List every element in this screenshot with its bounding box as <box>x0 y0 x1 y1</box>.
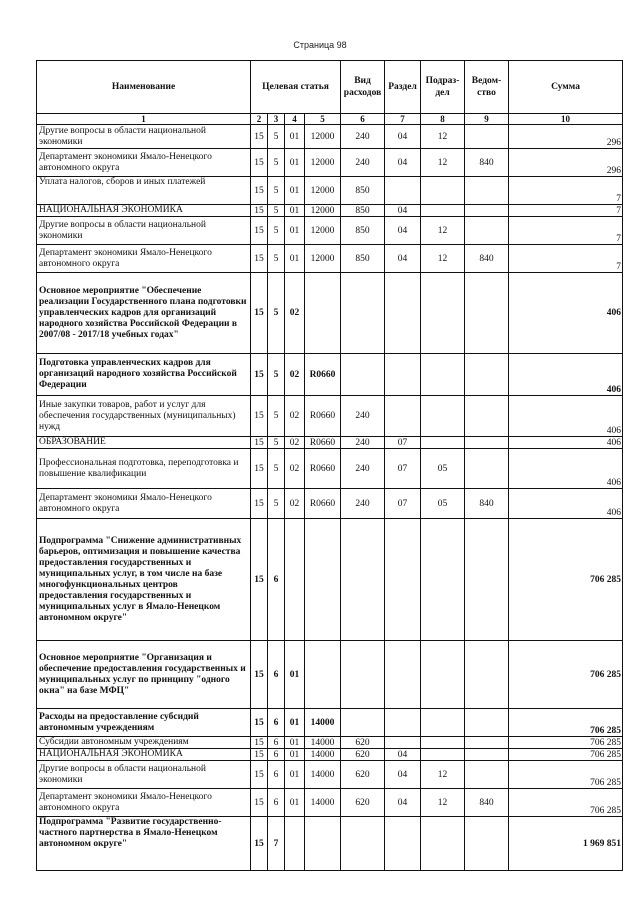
cell-target-event: 01 <box>285 149 305 177</box>
cell-target-direction: R0660 <box>305 354 341 396</box>
col-number: 6 <box>341 114 385 125</box>
header-department: Ведом- ство <box>465 61 509 114</box>
cell-target-program: 15 <box>251 245 268 273</box>
cell-target-direction <box>305 519 341 641</box>
cell-expense-type: 850 <box>341 245 385 273</box>
cell-target-direction: R0660 <box>305 437 341 449</box>
cell-section: 07 <box>385 449 421 489</box>
cell-department <box>465 737 509 749</box>
cell-target-program: 15 <box>251 709 268 737</box>
row-name: Другие вопросы в области национальной экономики <box>37 761 251 789</box>
cell-sum: 406 <box>509 437 623 449</box>
table-row <box>37 489 623 519</box>
page-number-label: Страница 98 <box>293 40 347 50</box>
cell-subsection: 12 <box>421 245 465 273</box>
cell-section: 07 <box>385 489 421 519</box>
table-row <box>37 205 623 217</box>
cell-target-program: 15 <box>251 761 268 789</box>
cell-section <box>385 177 421 205</box>
header-target-article: Целевая статья <box>251 61 341 114</box>
cell-expense-type <box>341 519 385 641</box>
cell-target-subprogram: 6 <box>268 749 285 761</box>
cell-sum: 706 285 <box>509 519 623 641</box>
cell-expense-type <box>341 273 385 354</box>
cell-expense-type: 850 <box>341 177 385 205</box>
cell-sum: 406 <box>509 354 623 396</box>
table-row <box>37 641 623 709</box>
cell-target-event: 02 <box>285 449 305 489</box>
cell-section <box>385 273 421 354</box>
col-number: 3 <box>268 114 285 125</box>
cell-target-event: 01 <box>285 789 305 817</box>
cell-target-direction: 14000 <box>305 789 341 817</box>
cell-target-direction: 12000 <box>305 245 341 273</box>
cell-section <box>385 709 421 737</box>
cell-sum: 296 <box>509 149 623 177</box>
cell-target-event: 01 <box>285 737 305 749</box>
cell-subsection: 12 <box>421 789 465 817</box>
row-name: Другие вопросы в области национальной экономики <box>37 217 251 245</box>
cell-target-direction: 14000 <box>305 749 341 761</box>
cell-department <box>465 709 509 737</box>
cell-target-program: 15 <box>251 737 268 749</box>
cell-target-event: 02 <box>285 437 305 449</box>
cell-target-direction: 14000 <box>305 737 341 749</box>
header-subsection: Подраз- дел <box>421 61 465 114</box>
cell-expense-type <box>341 817 385 871</box>
cell-section: 04 <box>385 761 421 789</box>
cell-expense-type: 850 <box>341 217 385 245</box>
cell-subsection: 05 <box>421 489 465 519</box>
cell-target-subprogram: 5 <box>268 217 285 245</box>
row-name: Департамент экономики Ямало-Ненецкого автономного округа <box>37 149 251 177</box>
cell-subsection <box>421 519 465 641</box>
cell-target-subprogram: 6 <box>268 761 285 789</box>
cell-expense-type: 620 <box>341 737 385 749</box>
cell-target-subprogram: 5 <box>268 489 285 519</box>
cell-expense-type: 240 <box>341 396 385 437</box>
cell-target-subprogram: 5 <box>268 437 285 449</box>
table-header-row <box>37 61 623 114</box>
header-expense-type: Вид расходов <box>341 61 385 114</box>
cell-target-program: 15 <box>251 437 268 449</box>
cell-sum: 406 <box>509 273 623 354</box>
cell-target-event: 01 <box>285 205 305 217</box>
cell-target-program: 15 <box>251 273 268 354</box>
cell-target-event: 01 <box>285 641 305 709</box>
cell-subsection <box>421 396 465 437</box>
cell-expense-type: 240 <box>341 449 385 489</box>
cell-department <box>465 354 509 396</box>
table-row <box>37 737 623 749</box>
col-number: 2 <box>251 114 268 125</box>
table-row <box>37 273 623 354</box>
cell-section <box>385 354 421 396</box>
cell-department: 840 <box>465 489 509 519</box>
table-row <box>37 709 623 737</box>
cell-target-event: 02 <box>285 396 305 437</box>
cell-target-subprogram: 6 <box>268 709 285 737</box>
table-row <box>37 177 623 205</box>
cell-target-subprogram: 6 <box>268 519 285 641</box>
cell-target-program: 15 <box>251 177 268 205</box>
cell-target-program: 15 <box>251 519 268 641</box>
cell-section: 04 <box>385 749 421 761</box>
row-name: Подпрограмма "Снижение административных барьеров, оптимизация и повышение качества предоставления государственных и муниципальных услуг, в том числе на базе многофункциональных центров предоставления государственных и муниципальных услуг в Ямало-Ненецком автономном округе" <box>37 519 251 641</box>
cell-sum: 406 <box>509 396 623 437</box>
table-row <box>37 149 623 177</box>
cell-department <box>465 273 509 354</box>
cell-department <box>465 217 509 245</box>
cell-target-event: 02 <box>285 273 305 354</box>
row-name: Департамент экономики Ямало-Ненецкого автономного округа <box>37 789 251 817</box>
cell-target-direction: 12000 <box>305 149 341 177</box>
row-name: Департамент экономики Ямало-Ненецкого автономного округа <box>37 245 251 273</box>
table-row <box>37 749 623 761</box>
col-number: 8 <box>421 114 465 125</box>
cell-target-direction: R0660 <box>305 489 341 519</box>
cell-target-program: 15 <box>251 489 268 519</box>
cell-subsection: 12 <box>421 149 465 177</box>
cell-target-event: 01 <box>285 217 305 245</box>
cell-subsection: 12 <box>421 761 465 789</box>
row-name: Расходы на предоставление субсидий автономным учреждениям <box>37 709 251 737</box>
cell-subsection: 05 <box>421 449 465 489</box>
cell-subsection <box>421 273 465 354</box>
header-sum: Сумма <box>509 61 623 114</box>
cell-department: 840 <box>465 149 509 177</box>
cell-target-event <box>285 519 305 641</box>
cell-subsection <box>421 437 465 449</box>
cell-target-program: 15 <box>251 354 268 396</box>
cell-target-program: 15 <box>251 449 268 489</box>
cell-expense-type: 240 <box>341 149 385 177</box>
table-row <box>37 396 623 437</box>
cell-target-subprogram: 7 <box>268 817 285 871</box>
cell-department <box>465 817 509 871</box>
cell-expense-type: 240 <box>341 125 385 149</box>
cell-expense-type <box>341 641 385 709</box>
cell-department: 840 <box>465 789 509 817</box>
cell-target-event <box>285 817 305 871</box>
cell-target-subprogram: 5 <box>268 205 285 217</box>
cell-target-event: 02 <box>285 354 305 396</box>
cell-target-subprogram: 5 <box>268 149 285 177</box>
cell-sum: 7 <box>509 245 623 273</box>
cell-target-event: 01 <box>285 749 305 761</box>
cell-expense-type <box>341 354 385 396</box>
cell-subsection <box>421 354 465 396</box>
cell-sum: 296 <box>509 125 623 149</box>
table-row <box>37 217 623 245</box>
cell-target-subprogram: 6 <box>268 789 285 817</box>
cell-sum: 706 285 <box>509 761 623 789</box>
cell-target-subprogram: 5 <box>268 449 285 489</box>
cell-expense-type: 620 <box>341 749 385 761</box>
cell-sum: 706 285 <box>509 749 623 761</box>
cell-target-program: 15 <box>251 217 268 245</box>
cell-expense-type: 850 <box>341 205 385 217</box>
row-name: Профессиональная подготовка, переподготовка и повышение квалификации <box>37 449 251 489</box>
cell-section <box>385 641 421 709</box>
cell-expense-type: 240 <box>341 489 385 519</box>
cell-department <box>465 205 509 217</box>
cell-target-direction: 14000 <box>305 709 341 737</box>
cell-target-event: 01 <box>285 245 305 273</box>
cell-target-direction: R0660 <box>305 449 341 489</box>
cell-sum: 706 285 <box>509 789 623 817</box>
cell-target-subprogram: 6 <box>268 641 285 709</box>
cell-department <box>465 519 509 641</box>
cell-target-subprogram: 5 <box>268 354 285 396</box>
cell-subsection <box>421 749 465 761</box>
table-row <box>37 125 623 149</box>
cell-department <box>465 437 509 449</box>
cell-target-direction: R0660 <box>305 396 341 437</box>
row-name: НАЦИОНАЛЬНАЯ ЭКОНОМИКА <box>37 749 251 761</box>
cell-subsection: 12 <box>421 125 465 149</box>
cell-department <box>465 177 509 205</box>
budget-table <box>36 60 623 871</box>
cell-sum: 7 <box>509 177 623 205</box>
row-name: Подготовка управленческих кадров для организаций народного хозяйства Российской Федерации <box>37 354 251 396</box>
cell-target-program: 15 <box>251 749 268 761</box>
cell-target-event: 01 <box>285 709 305 737</box>
cell-target-direction: 14000 <box>305 761 341 789</box>
header-section: Раздел <box>385 61 421 114</box>
cell-target-direction <box>305 641 341 709</box>
cell-subsection <box>421 709 465 737</box>
row-name: Основное мероприятие "Организация и обеспечение предоставления государственных и муниципальных услуг по принципу "одного окна" на базе МФЦ" <box>37 641 251 709</box>
cell-section: 04 <box>385 789 421 817</box>
cell-department <box>465 449 509 489</box>
cell-expense-type <box>341 709 385 737</box>
cell-sum: 406 <box>509 449 623 489</box>
table-row <box>37 789 623 817</box>
table-row <box>37 354 623 396</box>
col-number: 4 <box>285 114 305 125</box>
row-name: ОБРАЗОВАНИЕ <box>37 437 251 449</box>
row-name: Иные закупки товаров, работ и услуг для обеспечения государственных (муниципальных) нужд <box>37 396 251 437</box>
cell-section <box>385 817 421 871</box>
cell-target-event: 02 <box>285 489 305 519</box>
cell-target-subprogram: 5 <box>268 245 285 273</box>
cell-sum: 706 285 <box>509 641 623 709</box>
cell-expense-type: 620 <box>341 789 385 817</box>
cell-sum: 706 285 <box>509 709 623 737</box>
table-row <box>37 761 623 789</box>
cell-section: 04 <box>385 205 421 217</box>
cell-target-program: 15 <box>251 789 268 817</box>
cell-target-subprogram: 6 <box>268 737 285 749</box>
table-row <box>37 245 623 273</box>
col-number: 10 <box>509 114 623 125</box>
cell-target-event: 01 <box>285 761 305 789</box>
table-row <box>37 519 623 641</box>
cell-sum: 706 285 <box>509 737 623 749</box>
cell-sum: 7 <box>509 205 623 217</box>
row-name: Основное мероприятие "Обеспечение реализации Государственного плана подготовки управленческих кадров для организаций народного хозяйства Российской Федерации в 2007/08 - 2017/18 учебных годах" <box>37 273 251 354</box>
cell-target-direction: 12000 <box>305 125 341 149</box>
header-name: Наименование <box>37 61 251 114</box>
cell-section: 04 <box>385 125 421 149</box>
row-name: Субсидии автономным учреждениям <box>37 737 251 749</box>
cell-target-subprogram: 5 <box>268 396 285 437</box>
col-number: 7 <box>385 114 421 125</box>
cell-sum: 406 <box>509 489 623 519</box>
cell-expense-type: 620 <box>341 761 385 789</box>
cell-department <box>465 641 509 709</box>
row-name: Уплата налогов, сборов и иных платежей <box>37 177 251 205</box>
row-name: НАЦИОНАЛЬНАЯ ЭКОНОМИКА <box>37 205 251 217</box>
cell-target-program: 15 <box>251 817 268 871</box>
cell-section: 04 <box>385 217 421 245</box>
cell-target-event: 01 <box>285 177 305 205</box>
cell-section <box>385 737 421 749</box>
cell-department: 840 <box>465 245 509 273</box>
cell-subsection <box>421 737 465 749</box>
cell-subsection <box>421 641 465 709</box>
cell-target-direction: 12000 <box>305 177 341 205</box>
cell-sum: 1 969 851 <box>509 817 623 871</box>
cell-target-subprogram: 5 <box>268 177 285 205</box>
table-row <box>37 437 623 449</box>
cell-subsection <box>421 817 465 871</box>
cell-department <box>465 761 509 789</box>
cell-target-program: 15 <box>251 205 268 217</box>
row-name: Подпрограмма "Развитие государственно-частного партнерства в Ямало-Ненецком автономном округе" <box>37 817 251 871</box>
cell-expense-type: 240 <box>341 437 385 449</box>
cell-department <box>465 125 509 149</box>
cell-target-direction <box>305 273 341 354</box>
cell-target-direction: 12000 <box>305 217 341 245</box>
cell-subsection <box>421 205 465 217</box>
cell-target-subprogram: 5 <box>268 273 285 354</box>
col-number: 5 <box>305 114 341 125</box>
cell-subsection: 12 <box>421 217 465 245</box>
cell-section <box>385 396 421 437</box>
table-row <box>37 817 623 871</box>
cell-target-program: 15 <box>251 396 268 437</box>
cell-section: 07 <box>385 437 421 449</box>
cell-target-program: 15 <box>251 641 268 709</box>
cell-department <box>465 396 509 437</box>
col-number: 1 <box>37 114 251 125</box>
cell-target-program: 15 <box>251 149 268 177</box>
cell-target-direction <box>305 817 341 871</box>
cell-section: 04 <box>385 245 421 273</box>
cell-section: 04 <box>385 149 421 177</box>
cell-section <box>385 519 421 641</box>
cell-sum: 7 <box>509 217 623 245</box>
cell-target-subprogram: 5 <box>268 125 285 149</box>
cell-target-program: 15 <box>251 125 268 149</box>
cell-department <box>465 749 509 761</box>
row-name: Другие вопросы в области национальной экономики <box>37 125 251 149</box>
column-number-row <box>37 114 623 125</box>
row-name: Департамент экономики Ямало-Ненецкого автономного округа <box>37 489 251 519</box>
cell-target-direction: 12000 <box>305 205 341 217</box>
col-number: 9 <box>465 114 509 125</box>
table-row <box>37 449 623 489</box>
cell-target-event: 01 <box>285 125 305 149</box>
cell-subsection <box>421 177 465 205</box>
